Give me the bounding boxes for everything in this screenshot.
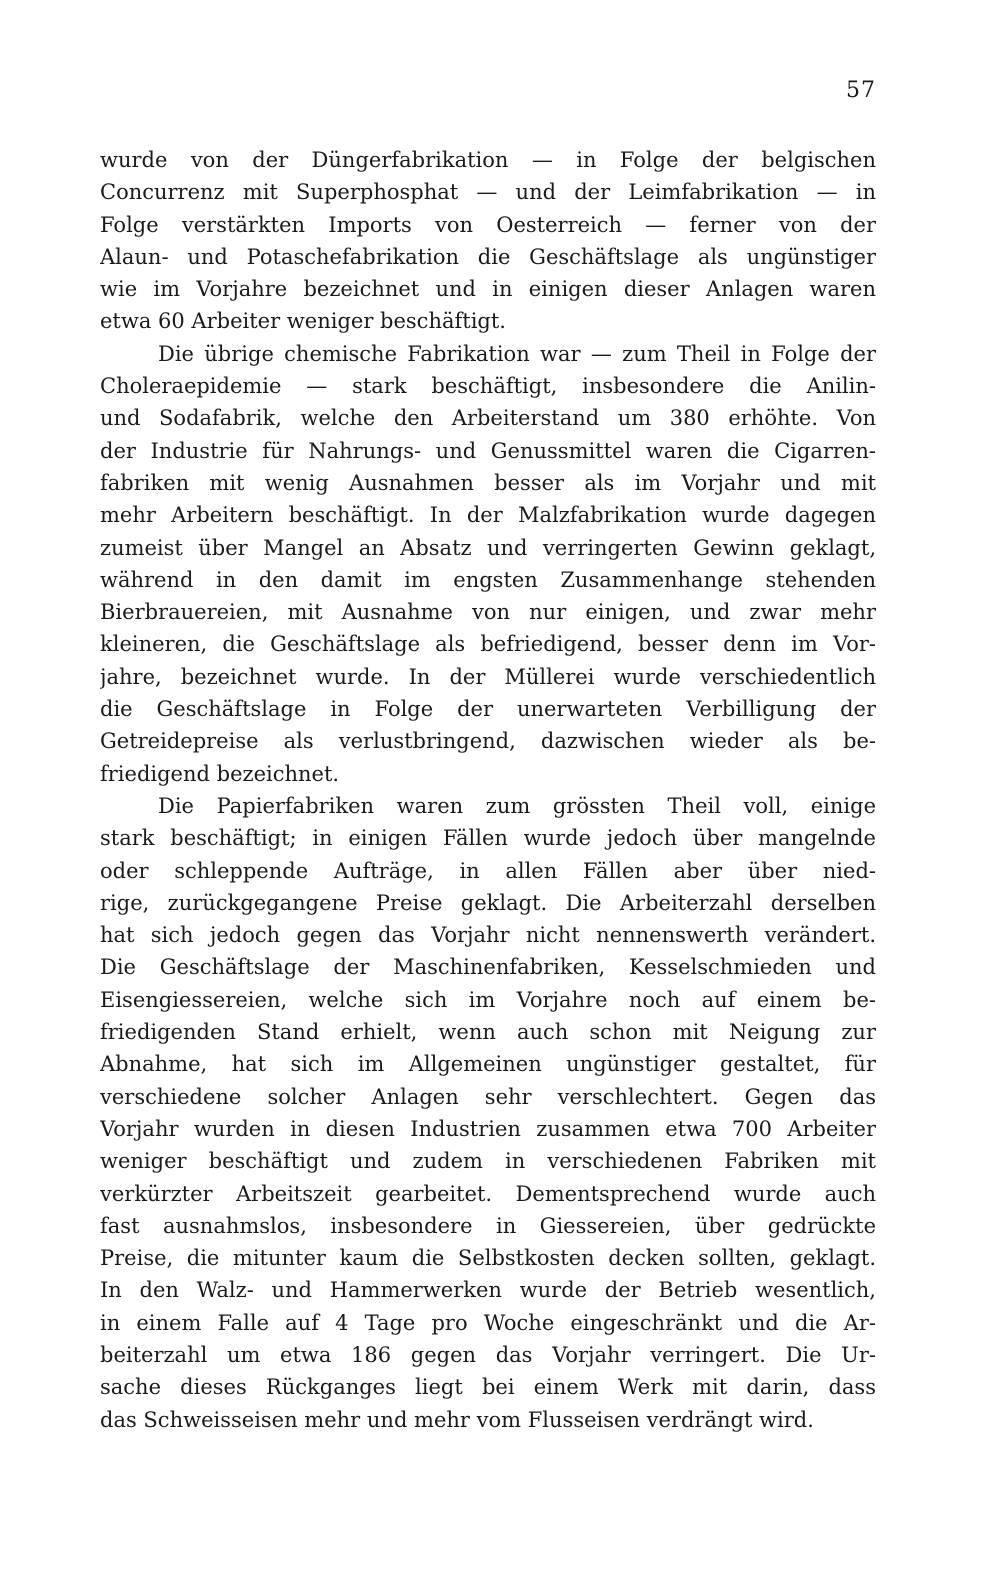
text-line: verschiedene solcher Anlagen sehr verschlechtert. Gegen das: [100, 1084, 876, 1109]
text-line: das Schweisseisen mehr und mehr vom Flusseisen verdrängt wird.: [100, 1407, 814, 1432]
text-line: jahre, bezeichnet wurde. In der Müllerei wurde verschiedentlich: [100, 664, 876, 689]
text-line: wie im Vorjahre bezeichnet und in einigen dieser Anlagen waren: [100, 277, 876, 302]
text-line: während in den damit im engsten Zusammenhange stehenden: [100, 567, 876, 592]
text-line: wurde von der Düngerfabrikation — in Folge der belgischen: [100, 148, 876, 172]
text-line: In den Walz- und Hammerwerken wurde der Betrieb wesentlich,: [100, 1278, 876, 1303]
page-number: 57: [846, 78, 876, 103]
text-line: verkürzter Arbeitszeit gearbeitet. Dementsprechend wurde auch: [100, 1181, 876, 1206]
paragraph-start-line: Die Papierfabriken waren zum grössten Theil voll, einige: [158, 793, 876, 818]
text-line: rige, zurückgegangene Preise geklagt. Die Arbeiterzahl derselben: [100, 890, 876, 915]
text-line: zumeist über Mangel an Absatz und verringerten Gewinn geklagt,: [100, 535, 876, 560]
text-line: fabriken mit wenig Ausnahmen besser als im Vorjahr und mit: [100, 470, 876, 495]
text-line: Abnahme, hat sich im Allgemeinen ungünstiger gestaltet, für: [100, 1052, 876, 1077]
text-line: und Sodafabrik, welche den Arbeiterstand um 380 erhöhte. Von: [100, 406, 876, 431]
body-text: [100, 144, 876, 1436]
text-line: kleineren, die Geschäftslage als befriedigend, besser denn im Vor-: [100, 632, 876, 657]
text-line: weniger beschäftigt und zudem in verschiedenen Fabriken mit: [100, 1149, 876, 1174]
text-line: Eisengiessereien, welche sich im Vorjahre noch auf einem be-: [100, 987, 876, 1012]
text-line: Alaun- und Potaschefabrikation die Geschäftslage als ungünstiger: [100, 244, 876, 269]
text-line: Die Geschäftslage der Maschinenfabriken, Kesselschmieden und: [100, 955, 876, 980]
text-line: Getreidepreise als verlustbringend, dazwischen wieder als be-: [100, 729, 876, 754]
text-line: Choleraepidemie — stark beschäftigt, insbesondere die Anilin-: [100, 374, 876, 399]
text-line: die Geschäftslage in Folge der unerwarteten Verbilligung der: [100, 697, 876, 722]
text-line: Vorjahr wurden in diesen Industrien zusammen etwa 700 Arbeiter: [100, 1116, 876, 1141]
text-line: oder schleppende Aufträge, in allen Fällen aber über nied-: [100, 858, 876, 883]
text-line: friedigenden Stand erhielt, wenn auch schon mit Neigung zur: [100, 1020, 876, 1045]
text-line: sache dieses Rückganges liegt bei einem Werk mit darin, dass: [100, 1375, 876, 1400]
paragraph-start-line: Die übrige chemische Fabrikation war — zum Theil in Folge der: [158, 341, 876, 366]
text-line: der Industrie für Nahrungs- und Genussmittel waren die Cigarren-: [100, 438, 876, 463]
text-line: Concurrenz mit Superphosphat — und der Leimfabrikation — in: [100, 180, 876, 205]
text-line: fast ausnahmslos, insbesondere in Giessereien, über gedrückte: [100, 1213, 876, 1238]
text-line: beiterzahl um etwa 186 gegen das Vorjahr verringert. Die Ur-: [100, 1342, 876, 1367]
text-line: hat sich jedoch gegen das Vorjahr nicht nennenswerth verändert.: [100, 923, 876, 948]
text-line: stark beschäftigt; in einigen Fällen wurde jedoch über mangelnde: [100, 826, 876, 851]
text-line: in einem Falle auf 4 Tage pro Woche eingeschränkt und die Ar-: [100, 1310, 876, 1335]
text-line: Preise, die mitunter kaum die Selbstkosten decken sollten, geklagt.: [100, 1246, 876, 1271]
text-line: Folge verstärkten Imports von Oesterreich — ferner von der: [100, 212, 876, 237]
text-line: etwa 60 Arbeiter weniger beschäftigt.: [100, 309, 506, 334]
text-line: Bierbrauereien, mit Ausnahme von nur einigen, und zwar mehr: [100, 600, 876, 625]
text-line: mehr Arbeitern beschäftigt. In der Malzfabrikation wurde dagegen: [100, 503, 876, 528]
text-line: friedigend bezeichnet.: [100, 761, 340, 786]
